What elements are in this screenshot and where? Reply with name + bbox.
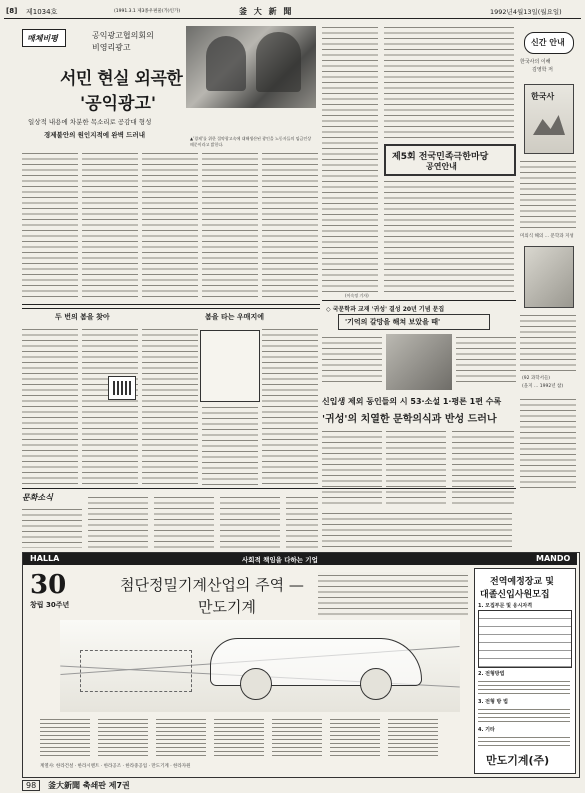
headline-line-2: '공익광고'	[80, 94, 157, 114]
news-photo	[186, 26, 316, 108]
page-label: [8]	[6, 7, 18, 15]
ad-headline-line-2: 만도기계	[198, 598, 256, 616]
ad-footnote: 계열사: 한라건설 · 한라시멘트 · 한라공조 · 한라중공업 · 만도기계 · 한라자원	[40, 764, 191, 769]
anniversary-logo: 30 창립 30주년	[30, 570, 70, 609]
ad-intro-text	[318, 572, 468, 616]
bulletin-tag: 문화소식	[22, 493, 53, 502]
center-top-footer: (이숙정 기자)	[345, 293, 369, 298]
award-box: 제5회 전국민족극한마당 공연안내	[384, 144, 516, 176]
mid-left-logo	[108, 376, 136, 400]
recruit-section-1: 1. 모집부문 및 응시자격	[478, 603, 533, 609]
mid-left-col-5	[262, 326, 318, 486]
feature-body-col-1	[322, 428, 382, 506]
recruit-text-4	[478, 734, 570, 746]
left-body-col-1	[22, 150, 78, 300]
center-right-col-1	[384, 24, 514, 139]
sidebar-tag: 신간 안내	[524, 32, 574, 54]
feature-body-col-3	[452, 428, 514, 506]
ad-car-illustration	[60, 620, 460, 712]
bulletin-col-4	[220, 494, 280, 548]
postal-note: (1991.3.1 제3종우편물(가)인가)	[114, 9, 181, 14]
sidebar-item-3-sub: 미의식 해의 … 문학과 지성	[520, 234, 574, 239]
left-article-bottom-rule	[22, 304, 320, 305]
ad-company-top-right: MANDO	[536, 554, 571, 563]
recruit-section-2: 2. 전형방법	[478, 671, 505, 677]
ad-company-top-left: HALLA	[30, 554, 60, 563]
sidebar-text-2	[520, 312, 576, 372]
issue-number: 제1034호	[26, 8, 58, 16]
recruit-company: 만도기계(주)	[486, 754, 550, 767]
kicker-line-2: 비영리광고	[92, 43, 131, 52]
recruit-title-line-2: 대졸신입사원모집	[480, 590, 550, 600]
ad-headline-line-1: 첨단정밀기계산업의 주역 —	[120, 576, 304, 594]
feature-main-line-2: '귀성'의 치열한 문학의식과 반성 드러나	[322, 414, 497, 425]
left-body-col-3	[142, 150, 198, 300]
feature-top-rule	[322, 300, 516, 301]
sidebar-item-1-sub: 김영학 저	[532, 67, 553, 73]
page-number: 98	[22, 780, 40, 791]
left-body-col-5	[262, 150, 318, 300]
feature-col-2	[456, 334, 516, 384]
bulletin-col-3	[154, 494, 214, 548]
recruit-text-3	[478, 706, 570, 722]
mid-left-col-2	[82, 326, 138, 486]
masthead-rule	[4, 18, 581, 19]
mid-left-notice-box	[200, 330, 260, 402]
bulletin-col-2	[88, 494, 148, 548]
feature-body-col-2	[386, 428, 446, 506]
bulletin-top-rule	[22, 488, 516, 489]
paper-name: 釜 大 新 聞	[239, 6, 294, 16]
recruit-title-line-1: 전역예정장교 및	[490, 577, 554, 587]
footer-text: 釜大新聞 축쇄판 제7권	[48, 781, 130, 790]
recruit-table	[478, 610, 572, 668]
recruit-text-2	[478, 678, 570, 694]
feature-headline-box: '기억의 갈망을 해쳐 보았을 때'	[338, 314, 490, 330]
issue-date: 1992년4월13일(월요일)	[490, 8, 562, 16]
ad-product-strip	[40, 716, 440, 756]
ad-slogan: 사회적 책임을 다하는 기업	[242, 556, 318, 564]
sidebar-item-4: (92 과학서들)	[522, 376, 551, 381]
mid-left-top-rule	[22, 308, 320, 309]
bulletin-col-1	[22, 506, 82, 548]
headline-line-1: 서민 현실 외곡한	[60, 69, 183, 89]
mid-left-col-3	[142, 326, 198, 486]
sidebar-item-1: 한국사의 이해	[520, 59, 551, 65]
mid-left-title-1: 두 번의 봄을 찾아	[55, 313, 110, 321]
kicker-line-1: 공익광고협의회의	[92, 31, 154, 40]
feature-main-line-1: 신입생 제외 동인들의 시 53·소설 1·평론 1편 수록	[322, 397, 502, 406]
sidebar-text-3	[520, 396, 576, 491]
bulletin-col-5	[286, 494, 318, 548]
mid-left-col-4	[202, 404, 258, 486]
left-body-col-4	[202, 150, 258, 300]
center-top-col-1	[322, 24, 378, 294]
feature-photo	[386, 334, 452, 390]
recruit-section-4: 4. 기타	[478, 727, 495, 733]
subhead-line-2: 경제불안의 원인지적에 완벽 드러내	[44, 131, 145, 139]
feature-kicker: ◇ 국문학과 교재 '귀성' 결성 20년 기념 문집	[326, 306, 445, 313]
sidebar-item-4-sub: (을지 … 1992년 참)	[522, 384, 564, 389]
masthead	[4, 4, 581, 18]
center-right-col-2	[384, 178, 514, 293]
page-footer	[22, 780, 322, 792]
mid-left-col-1	[22, 326, 78, 486]
subhead-line-1: 일상적 내용에 차분한 목소리로 공감대 형성	[28, 118, 152, 126]
photo-caption: ▲'경제'를 위한 절약광고속에 대해생산된 광인을 노동자들의 임금인상 때문이라고 밝힌다.	[190, 136, 312, 147]
sidebar-book-cover-2	[524, 246, 574, 308]
feature-col-1	[322, 334, 382, 384]
left-body-col-2	[82, 150, 138, 300]
recruit-section-3: 3. 전형 방 법	[478, 699, 508, 705]
column-tag: 매체비평	[22, 29, 66, 47]
sidebar-book-cover-1: 한국사	[524, 84, 574, 154]
sidebar-new-book	[518, 24, 578, 494]
mid-left-title-2: 봄을 타는 우매지에	[205, 313, 264, 321]
sidebar-text-1	[520, 158, 576, 228]
bulletin-col-6	[322, 510, 512, 548]
